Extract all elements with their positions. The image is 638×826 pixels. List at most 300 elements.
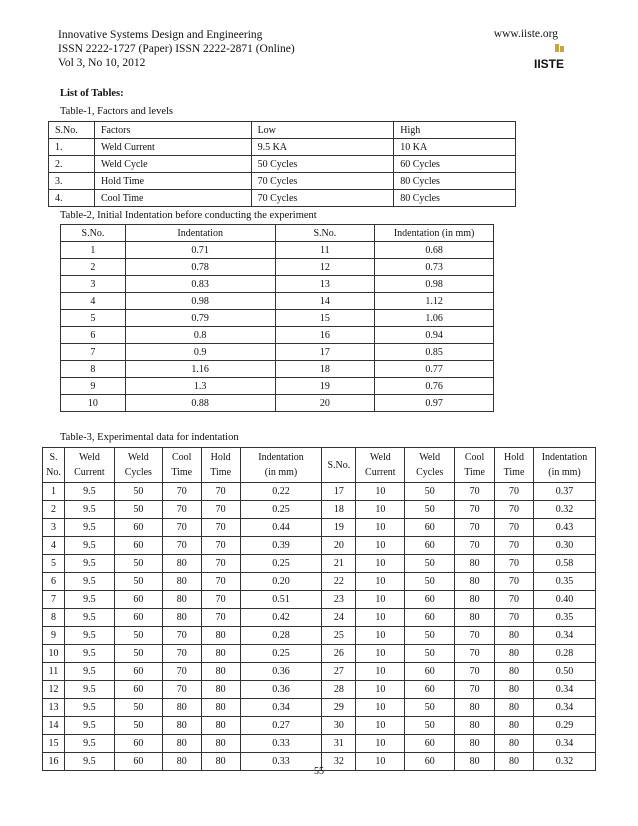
table-cell: 70 (201, 537, 240, 555)
column-header (162, 448, 201, 483)
column-header (64, 448, 114, 483)
table-cell: 80 (495, 699, 534, 717)
table-cell: 0.28 (240, 627, 322, 645)
column-header (43, 448, 65, 483)
column-header: Low (251, 122, 394, 139)
table-cell: 0.83 (125, 276, 275, 293)
table-cell: 16 (43, 753, 65, 771)
column-header (455, 448, 495, 483)
column-header: Factors (94, 122, 251, 139)
table-cell: 50 (114, 501, 162, 519)
table-cell: 1.16 (125, 361, 275, 378)
table-row (43, 573, 596, 591)
table-cell: 80 (201, 645, 240, 663)
table-cell: 80 (162, 555, 201, 573)
table-cell: 10 (356, 519, 405, 537)
table-row (61, 344, 494, 361)
table-cell: 16 (275, 327, 375, 344)
table-cell: 25 (322, 627, 356, 645)
table-cell: 10 KA (394, 139, 516, 156)
table-row (61, 293, 494, 310)
table1-caption: Table-1, Factors and levels (60, 106, 173, 117)
table-cell: 50 (114, 645, 162, 663)
table-cell: 0.34 (533, 627, 595, 645)
table-cell: 8 (61, 361, 126, 378)
table-cell: 80 (495, 681, 534, 699)
table-cell: 0.44 (240, 519, 322, 537)
table-cell: 9.5 (64, 627, 114, 645)
table-cell: 19 (322, 519, 356, 537)
table-cell: 0.25 (240, 555, 322, 573)
table-cell: 80 (162, 609, 201, 627)
table-cell: 50 (405, 645, 455, 663)
table-cell: 50 Cycles (251, 156, 394, 173)
table-cell: 21 (322, 555, 356, 573)
table-cell: 9 (61, 378, 126, 395)
column-header-line: Time (171, 467, 193, 478)
table2-caption: Table-2, Initial Indentation before conducting the experiment (60, 210, 317, 221)
table-cell: 9.5 (64, 573, 114, 591)
table-cell: 50 (405, 555, 455, 573)
table-row (43, 717, 596, 735)
table-cell: 80 (162, 591, 201, 609)
table-cell: 50 (405, 717, 455, 735)
column-header: High (394, 122, 516, 139)
table-cell: 80 (455, 555, 495, 573)
journal-url[interactable]: www.iiste.org (493, 28, 558, 40)
column-header: Indentation (125, 225, 275, 242)
table-row (49, 190, 516, 207)
table-cell: 70 (495, 483, 534, 501)
table-cell: 18 (275, 361, 375, 378)
column-header (356, 448, 405, 483)
table-cell: 80 (455, 753, 495, 771)
table-cell: 80 (201, 735, 240, 753)
table-cell: 12 (43, 681, 65, 699)
table-cell: Weld Cycle (94, 156, 251, 173)
table-cell: 0.34 (533, 681, 595, 699)
table-cell: 80 (495, 663, 534, 681)
column-header-line: Cool (464, 452, 485, 463)
table-cell: 80 (455, 717, 495, 735)
table-cell: 10 (356, 609, 405, 627)
table-cell: 9.5 KA (251, 139, 394, 156)
table-row (61, 276, 494, 293)
table-cell: 9.5 (64, 501, 114, 519)
table-1 (48, 121, 516, 207)
table-cell: 80 Cycles (394, 190, 516, 207)
column-header-line: Time (503, 467, 525, 478)
table-cell: 0.33 (240, 753, 322, 771)
table-cell: 15 (43, 735, 65, 753)
table-cell: 0.27 (240, 717, 322, 735)
table-cell: 1.06 (375, 310, 494, 327)
table-cell: 10 (356, 717, 405, 735)
table-cell: 12 (275, 259, 375, 276)
journal-volume: Vol 3, No 10, 2012 (58, 57, 146, 69)
column-header (114, 448, 162, 483)
table-cell: 10 (356, 735, 405, 753)
table-cell: 28 (322, 681, 356, 699)
table-cell: 60 (114, 609, 162, 627)
column-header (495, 448, 534, 483)
table-cell: 1 (61, 242, 126, 259)
table-cell: 80 (201, 681, 240, 699)
table-cell: 10 (356, 501, 405, 519)
column-header-line: Indentation (541, 452, 588, 463)
table-cell: 9.5 (64, 537, 114, 555)
table-cell: 80 (162, 717, 201, 735)
table-cell: 70 (455, 501, 495, 519)
column-header (533, 448, 595, 483)
table-cell: 10 (356, 573, 405, 591)
table-cell: Hold Time (94, 173, 251, 190)
table-cell: 80 (201, 753, 240, 771)
table-cell: 50 (405, 501, 455, 519)
table-cell: 70 (201, 483, 240, 501)
column-header-line: Time (210, 467, 232, 478)
table-cell: 3 (43, 519, 65, 537)
table-cell: 0.50 (533, 663, 595, 681)
table-row (43, 483, 596, 501)
column-header-line: Weld (127, 452, 149, 463)
column-header (201, 448, 240, 483)
table-cell: 60 (405, 591, 455, 609)
table-cell: 0.43 (533, 519, 595, 537)
header-row (43, 448, 596, 483)
column-header-line: Weld (369, 452, 391, 463)
table-cell: 27 (322, 663, 356, 681)
journal-header (58, 28, 295, 70)
table-cell: 0.98 (375, 276, 494, 293)
table-cell: 9.5 (64, 735, 114, 753)
table-row (43, 645, 596, 663)
table-cell: 9.5 (64, 645, 114, 663)
table3-caption: Table-3, Experimental data for indentation (60, 432, 239, 443)
table-cell: 70 (162, 627, 201, 645)
table-cell: 0.68 (375, 242, 494, 259)
table-cell: 0.76 (375, 378, 494, 395)
column-header (405, 448, 455, 483)
table-cell: 9.5 (64, 519, 114, 537)
table-cell: 50 (405, 573, 455, 591)
table-cell: 70 (201, 573, 240, 591)
table-cell: 50 (114, 717, 162, 735)
table-row (43, 519, 596, 537)
table-cell: 60 (405, 735, 455, 753)
table-cell: 9.5 (64, 681, 114, 699)
table-cell: 0.36 (240, 681, 322, 699)
table-cell: 70 (162, 537, 201, 555)
table-row (43, 627, 596, 645)
table-row (61, 361, 494, 378)
table-cell: 10 (356, 645, 405, 663)
column-header-line: Indentation (258, 452, 304, 463)
table-cell: 0.22 (240, 483, 322, 501)
table-cell: 80 (495, 753, 534, 771)
table-cell: 32 (322, 753, 356, 771)
column-header: S.No. (61, 225, 126, 242)
table-2 (60, 224, 494, 412)
column-header-line: Hold (210, 452, 231, 463)
table-cell: 31 (322, 735, 356, 753)
table-cell: 50 (405, 483, 455, 501)
table-cell: 60 (114, 753, 162, 771)
table-cell: 9.5 (64, 717, 114, 735)
table-cell: 70 (455, 663, 495, 681)
table-cell: 11 (43, 663, 65, 681)
page-number: 55 (314, 766, 324, 777)
table-cell: 60 (405, 537, 455, 555)
iiste-logo (533, 42, 567, 72)
table-cell: 19 (275, 378, 375, 395)
table-row (49, 139, 516, 156)
table-cell: 9.5 (64, 609, 114, 627)
table-cell: 10 (356, 753, 405, 771)
table-cell: 0.73 (375, 259, 494, 276)
table-row (61, 327, 494, 344)
table-cell: 60 (405, 681, 455, 699)
table-cell: 9.5 (64, 483, 114, 501)
table-cell: 13 (43, 699, 65, 717)
table-cell: 70 (495, 519, 534, 537)
table-cell: 0.94 (375, 327, 494, 344)
header-row (61, 225, 494, 242)
column-header-line: (in mm) (548, 467, 581, 478)
table-cell: 10 (356, 681, 405, 699)
table-cell: 70 (162, 645, 201, 663)
table-cell: 80 (495, 717, 534, 735)
table-cell: 80 (495, 735, 534, 753)
table-cell: 0.85 (375, 344, 494, 361)
column-header-line: (in mm) (264, 467, 298, 478)
table-cell: 15 (275, 310, 375, 327)
table-cell: 80 (455, 591, 495, 609)
table-cell: 60 (114, 681, 162, 699)
column-header-line: S. (49, 452, 58, 463)
table-cell: 60 (114, 591, 162, 609)
table-cell: 0.34 (533, 735, 595, 753)
table-cell: 70 (201, 501, 240, 519)
table-cell: 30 (322, 717, 356, 735)
table-cell: 0.39 (240, 537, 322, 555)
table-cell: 1.12 (375, 293, 494, 310)
table-cell: 80 (162, 573, 201, 591)
table-cell: 0.58 (533, 555, 595, 573)
table-cell: 80 (201, 699, 240, 717)
table-cell: 60 Cycles (394, 156, 516, 173)
table-cell: 60 (114, 537, 162, 555)
column-header-line: S.No. (327, 459, 351, 471)
table-cell: 70 (495, 609, 534, 627)
table-cell: 70 (162, 663, 201, 681)
table-cell: 6 (61, 327, 126, 344)
table-cell: 80 (495, 645, 534, 663)
table-cell: 60 (114, 519, 162, 537)
table-cell: 14 (275, 293, 375, 310)
table-cell: 23 (322, 591, 356, 609)
table-cell: 1. (49, 139, 95, 156)
table-cell: 6 (43, 573, 65, 591)
table-cell: 4 (61, 293, 126, 310)
column-header: Indentation (in mm) (375, 225, 494, 242)
table-cell: 80 (201, 663, 240, 681)
table-cell: 0.28 (533, 645, 595, 663)
table-row (61, 242, 494, 259)
table-cell: 70 (162, 501, 201, 519)
table-cell: 10 (356, 591, 405, 609)
column-header-line: Weld (78, 452, 100, 463)
table-row (43, 609, 596, 627)
table-cell: 3 (61, 276, 126, 293)
table-cell: 60 (405, 519, 455, 537)
table-cell: 0.34 (533, 699, 595, 717)
table-cell: 60 (405, 663, 455, 681)
table-row (43, 537, 596, 555)
table-cell: 80 (455, 609, 495, 627)
table-cell: 24 (322, 609, 356, 627)
table-row (43, 681, 596, 699)
table-cell: 7 (61, 344, 126, 361)
table-cell: 29 (322, 699, 356, 717)
table-cell: 0.32 (533, 753, 595, 771)
table-row (61, 395, 494, 412)
table-cell: 10 (356, 483, 405, 501)
table-cell: 0.33 (240, 735, 322, 753)
table-cell: 0.30 (533, 537, 595, 555)
table-cell: 80 (201, 717, 240, 735)
table-cell: 22 (322, 573, 356, 591)
column-header-line: Cycles (416, 467, 444, 478)
table-cell: 1.3 (125, 378, 275, 395)
table-cell: 10 (356, 555, 405, 573)
table-cell: 0.79 (125, 310, 275, 327)
table-cell: 5 (61, 310, 126, 327)
table-cell: 50 (114, 483, 162, 501)
table-cell: 80 Cycles (394, 173, 516, 190)
table-cell: 0.78 (125, 259, 275, 276)
table-cell: Cool Time (94, 190, 251, 207)
journal-title: Innovative Systems Design and Engineering (58, 29, 263, 41)
table-cell: 17 (322, 483, 356, 501)
table-cell: 70 (455, 681, 495, 699)
table-cell: 4. (49, 190, 95, 207)
table-cell: 70 (162, 519, 201, 537)
column-header (322, 448, 356, 483)
table-cell: 60 (114, 663, 162, 681)
table-cell: 50 (114, 627, 162, 645)
header-row (49, 122, 516, 139)
table-cell: 10 (43, 645, 65, 663)
table-cell: 8 (43, 609, 65, 627)
table-cell: 0.8 (125, 327, 275, 344)
table-cell: 0.40 (533, 591, 595, 609)
table-cell: 13 (275, 276, 375, 293)
table-cell: 5 (43, 555, 65, 573)
table-cell: 2 (43, 501, 65, 519)
table-cell: 80 (495, 627, 534, 645)
table-cell: 70 (495, 501, 534, 519)
table-cell: 80 (162, 753, 201, 771)
table-cell: 0.42 (240, 609, 322, 627)
table-cell: 0.37 (533, 483, 595, 501)
table-cell: 70 Cycles (251, 190, 394, 207)
table-row (43, 501, 596, 519)
table-cell: 80 (455, 699, 495, 717)
table-cell: 60 (114, 735, 162, 753)
table-row (43, 663, 596, 681)
table-cell: 1 (43, 483, 65, 501)
table-cell: 70 (201, 555, 240, 573)
table-cell: 50 (114, 573, 162, 591)
table-row (43, 555, 596, 573)
table-cell: 10 (356, 699, 405, 717)
column-header: S.No. (49, 122, 95, 139)
table-cell: 0.20 (240, 573, 322, 591)
table-cell: 0.35 (533, 609, 595, 627)
column-header-line: Current (74, 467, 105, 478)
table-cell: 0.9 (125, 344, 275, 361)
table-cell: 10 (356, 663, 405, 681)
table-cell: 17 (275, 344, 375, 361)
svg-text:IISTE: IISTE (534, 57, 565, 71)
table-cell: 20 (322, 537, 356, 555)
table-row (61, 310, 494, 327)
table-cell: 70 (495, 573, 534, 591)
table-cell: 0.98 (125, 293, 275, 310)
table-cell: 9.5 (64, 591, 114, 609)
table-cell: 70 (455, 627, 495, 645)
table-cell: 50 (405, 627, 455, 645)
table-cell: 70 (201, 519, 240, 537)
table-cell: 10 (61, 395, 126, 412)
table-row (49, 173, 516, 190)
table-cell: 80 (455, 573, 495, 591)
table-cell: 2 (61, 259, 126, 276)
table-cell: 70 (455, 483, 495, 501)
table-cell: 70 (162, 483, 201, 501)
table-cell: 80 (201, 627, 240, 645)
table-cell: 0.29 (533, 717, 595, 735)
table-cell: 70 (162, 681, 201, 699)
column-header-line: Hold (504, 452, 525, 463)
table-cell: 9.5 (64, 753, 114, 771)
table-row (61, 259, 494, 276)
column-header (240, 448, 322, 483)
table-cell: 0.51 (240, 591, 322, 609)
table-cell: 4 (43, 537, 65, 555)
table-cell: 10 (356, 627, 405, 645)
table-cell: 70 (455, 519, 495, 537)
table-row (43, 735, 596, 753)
table-cell: 60 (405, 609, 455, 627)
table-cell: 80 (455, 735, 495, 753)
table-cell: 0.25 (240, 501, 322, 519)
table-cell: 0.34 (240, 699, 322, 717)
table-cell: 14 (43, 717, 65, 735)
table-row (43, 699, 596, 717)
table-cell: 0.25 (240, 645, 322, 663)
table-cell: 70 (495, 537, 534, 555)
table-cell: 18 (322, 501, 356, 519)
table-row (43, 591, 596, 609)
table-cell: 10 (356, 537, 405, 555)
table-cell: 9.5 (64, 699, 114, 717)
table-cell: 0.97 (375, 395, 494, 412)
table-cell: 80 (162, 699, 201, 717)
column-header-line: Cycles (124, 467, 152, 478)
table-cell: 50 (114, 699, 162, 717)
